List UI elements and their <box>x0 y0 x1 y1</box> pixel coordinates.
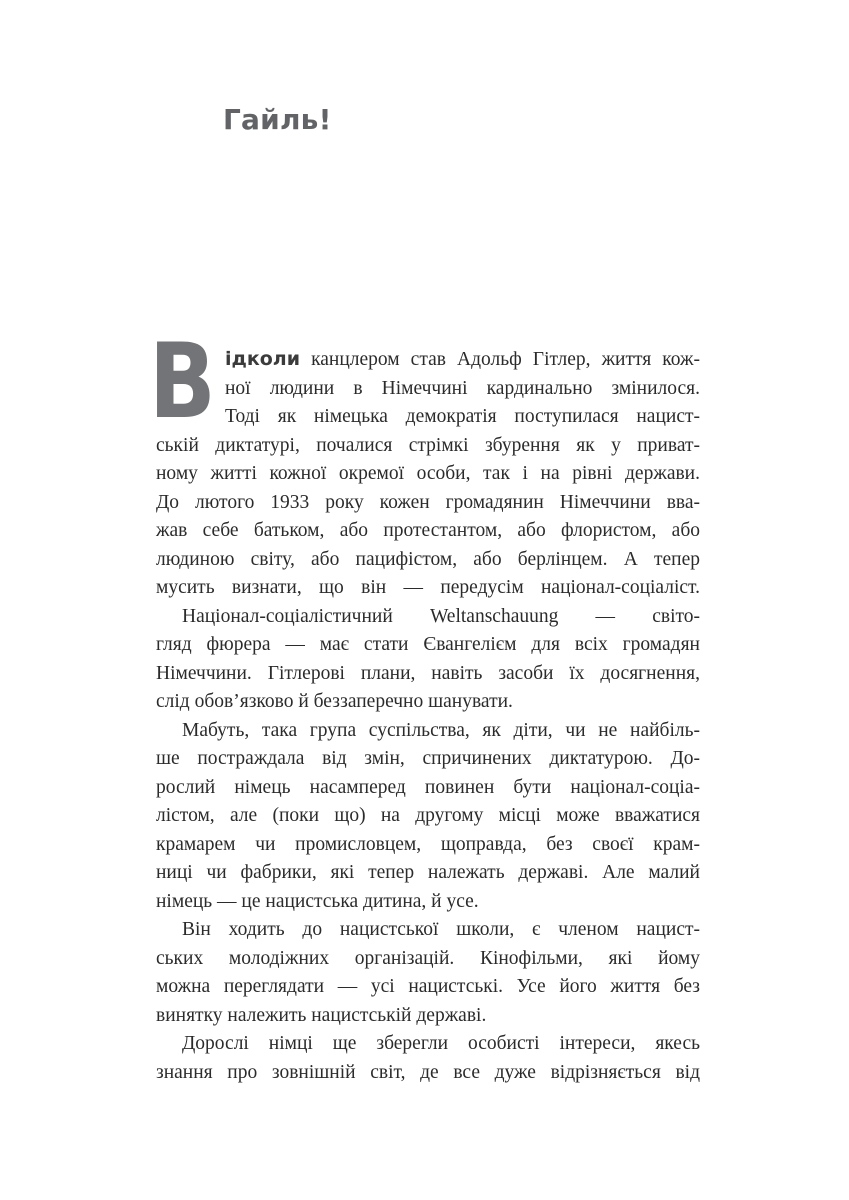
text-line: Мабуть, така група суспільства, як діти, чи не найбіль- <box>182 719 700 741</box>
text-block <box>149 322 700 1087</box>
text-line: рослий німець насамперед повинен бути націонал-соціа- <box>156 776 700 798</box>
paragraph <box>156 603 700 717</box>
text-line: ної людини в Німеччині кардинально змінилося. <box>225 377 700 399</box>
drop-cap <box>149 322 225 442</box>
text-line: ській диктатурі, почалися стрімкі збурення як у приват- <box>156 434 700 456</box>
paragraphs-container <box>156 345 700 1087</box>
text-line: ідколи канцлером став Адольф Гітлер, життя кож- <box>225 348 700 370</box>
text-line: До лютого 1933 року кожен громадянин Німеччини вва- <box>156 491 700 513</box>
text-line: ниці чи фабрики, які тепер належать державі. Але малий <box>156 862 700 883</box>
drop-cap-letter: В <box>149 322 216 442</box>
text-line: Дорослі німці ще зберегли особисті інтереси, якесь <box>182 1033 700 1054</box>
paragraph <box>156 1030 700 1087</box>
text-line: Націонал-соціалістичний Weltanschauung — світо- <box>182 605 700 627</box>
text-line: слід обов’язково й беззаперечно шанувати. <box>156 691 513 712</box>
text-line: крамарем чи промисловцем, щоправда, без своєї крам- <box>156 833 700 855</box>
text-line: Він ходить до нацистської школи, є членом нацист- <box>182 919 700 940</box>
paragraph <box>156 345 700 603</box>
text-line: гляд фюрера — має стати Євангелієм для всіх громадян <box>156 634 700 655</box>
text-line: можна переглядати — усі нацистські. Усе його життя без <box>156 976 700 997</box>
text-line: мусить визнати, що він — передусім націонал-соціаліст. <box>156 577 700 598</box>
text-line: лістом, але (поки що) на другому місці може вважатися <box>156 805 700 826</box>
text-line: ських молодіжних організацій. Кінофільми, які йому <box>156 947 700 969</box>
text-line: ному житті кожної окремої особи, так і на рівні держави. <box>156 463 700 484</box>
text-line: Тоді як німецька демократія поступилася нацист- <box>225 406 700 427</box>
lead-word: ідколи <box>225 348 301 370</box>
text-line: ше постраждала від змін, спричинених диктатурою. До- <box>156 748 700 769</box>
text-line: Німеччини. Гітлерові плани, навіть засоби їх досягнення, <box>156 662 700 684</box>
text-line: німець — це нацистська дитина, й усе. <box>156 890 479 912</box>
text-line: людиною світу, або пацифістом, або берлінцем. А тепер <box>156 548 700 570</box>
text-line: жав себе батьком, або протестантом, або флористом, або <box>156 520 700 541</box>
text-line: винятку належить нацистській державі. <box>156 1004 487 1026</box>
text-line: знання про зовнішній світ, де все дуже відрізняється від <box>156 1061 700 1083</box>
paragraph <box>156 717 700 917</box>
chapter-title: Гайль! <box>223 103 332 136</box>
paragraph <box>156 916 700 1030</box>
